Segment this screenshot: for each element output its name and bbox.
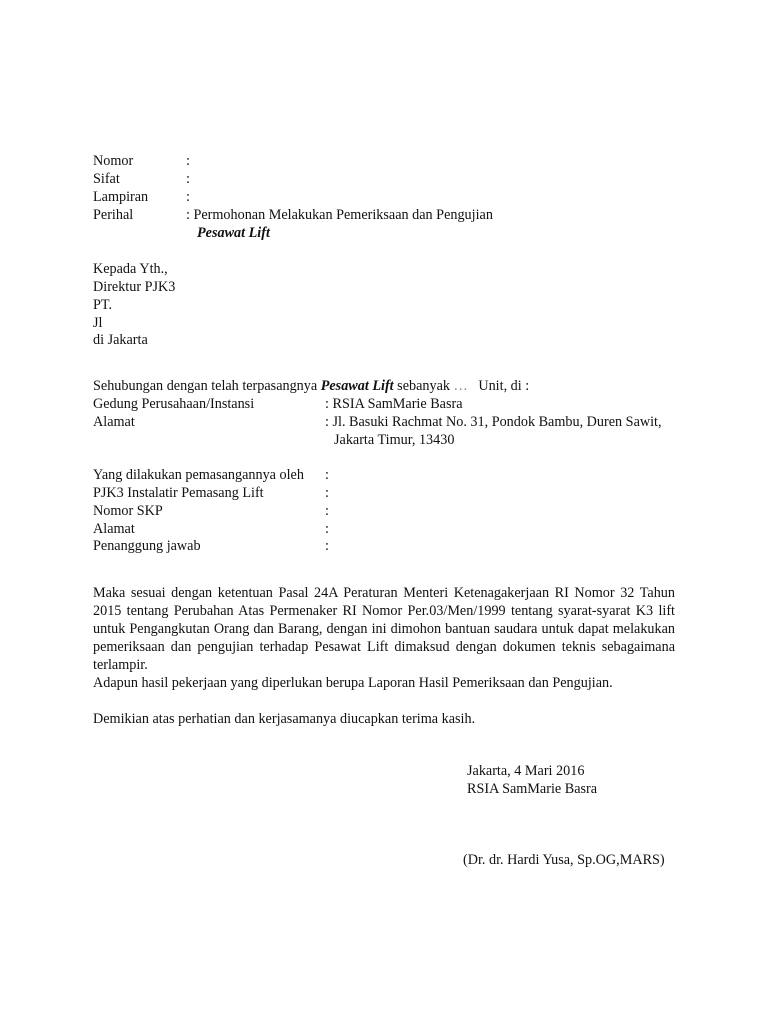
installer-alamat-value: :: [325, 521, 329, 537]
alamat-label: Alamat: [93, 414, 135, 430]
intro-emphasis: Pesawat Lift: [320, 378, 394, 394]
gedung-label: Gedung Perusahaan/Instansi: [93, 396, 255, 412]
body-line: untuk Pengangkutan Orang dan Barang, dengan ini dimohon bantuan saudara untuk dapat melakukan: [93, 621, 675, 637]
recipient-line: Direktur PJK3: [93, 279, 176, 295]
signatory-org: RSIA SamMarie Basra: [467, 781, 598, 797]
body-line: Maka sesuai dengan ketentuan Pasal 24A Peraturan Menteri Ketenagakerjaan RI Nomor 32 Tahun: [93, 585, 675, 601]
intro-sentence: [93, 378, 529, 396]
result-paragraph: Adapun hasil pekerjaan yang diperlukan berupa Laporan Hasil Pemeriksaan dan Pengujian.: [93, 675, 613, 691]
recipient-line: di Jakarta: [93, 332, 148, 348]
skp-label: Nomor SKP: [93, 503, 163, 519]
pjk3-value: :: [325, 485, 329, 501]
alamat-continuation: Jakarta Timur, 13430: [334, 432, 455, 448]
installer-alamat-label: Alamat: [93, 521, 135, 537]
nomor-label: Nomor: [93, 153, 134, 169]
installer-value: :: [325, 467, 329, 483]
nomor-value: :: [186, 153, 190, 169]
body-line: terlampir.: [93, 657, 148, 673]
gedung-value: : RSIA SamMarie Basra: [325, 396, 463, 412]
perihal-continuation: Pesawat Lift: [197, 225, 270, 241]
body-line: pemeriksaan dan pengujian terhadap Pesawat Lift dimaksud dengan dokumen teknis sebagaimana: [93, 639, 675, 655]
alamat-value: : Jl. Basuki Rachmat No. 31, Pondok Bambu, Duren Sawit,: [325, 414, 662, 430]
intro-before: Sehubungan dengan telah terpasangnya: [93, 378, 321, 394]
sifat-label: Sifat: [93, 171, 120, 187]
body-line: 2015 tentang Perubahan Atas Permenaker RI Nomor Per.03/Men/1999 tentang syarat-syarat K3 lift: [93, 603, 675, 619]
intro-dots: …: [453, 378, 468, 394]
installer-label: Yang dilakukan pemasangannya oleh: [93, 467, 304, 483]
lampiran-label: Lampiran: [93, 189, 149, 205]
intro-middle: sebanyak: [393, 378, 454, 394]
sifat-value: :: [186, 171, 190, 187]
recipient-line: Kepada Yth.,: [93, 261, 168, 277]
closing-paragraph: Demikian atas perhatian dan kerjasamanya diucapkan terima kasih.: [93, 711, 476, 727]
intro-after: Unit, di :: [467, 378, 530, 394]
pjk3-label: PJK3 Instalatir Pemasang Lift: [93, 485, 264, 501]
penanggung-value: :: [325, 538, 329, 554]
recipient-line: Jl: [93, 315, 103, 331]
place-date: Jakarta, 4 Mari 2016: [467, 763, 585, 779]
skp-value: :: [325, 503, 329, 519]
recipient-line: PT.: [93, 297, 113, 313]
perihal-value: : Permohonan Melakukan Pemeriksaan dan Pengujian: [186, 207, 493, 223]
lampiran-value: :: [186, 189, 190, 205]
signatory-name: (Dr. dr. Hardi Yusa, Sp.OG,MARS): [463, 852, 665, 868]
penanggung-label: Penanggung jawab: [93, 538, 201, 554]
perihal-label: Perihal: [93, 207, 134, 223]
